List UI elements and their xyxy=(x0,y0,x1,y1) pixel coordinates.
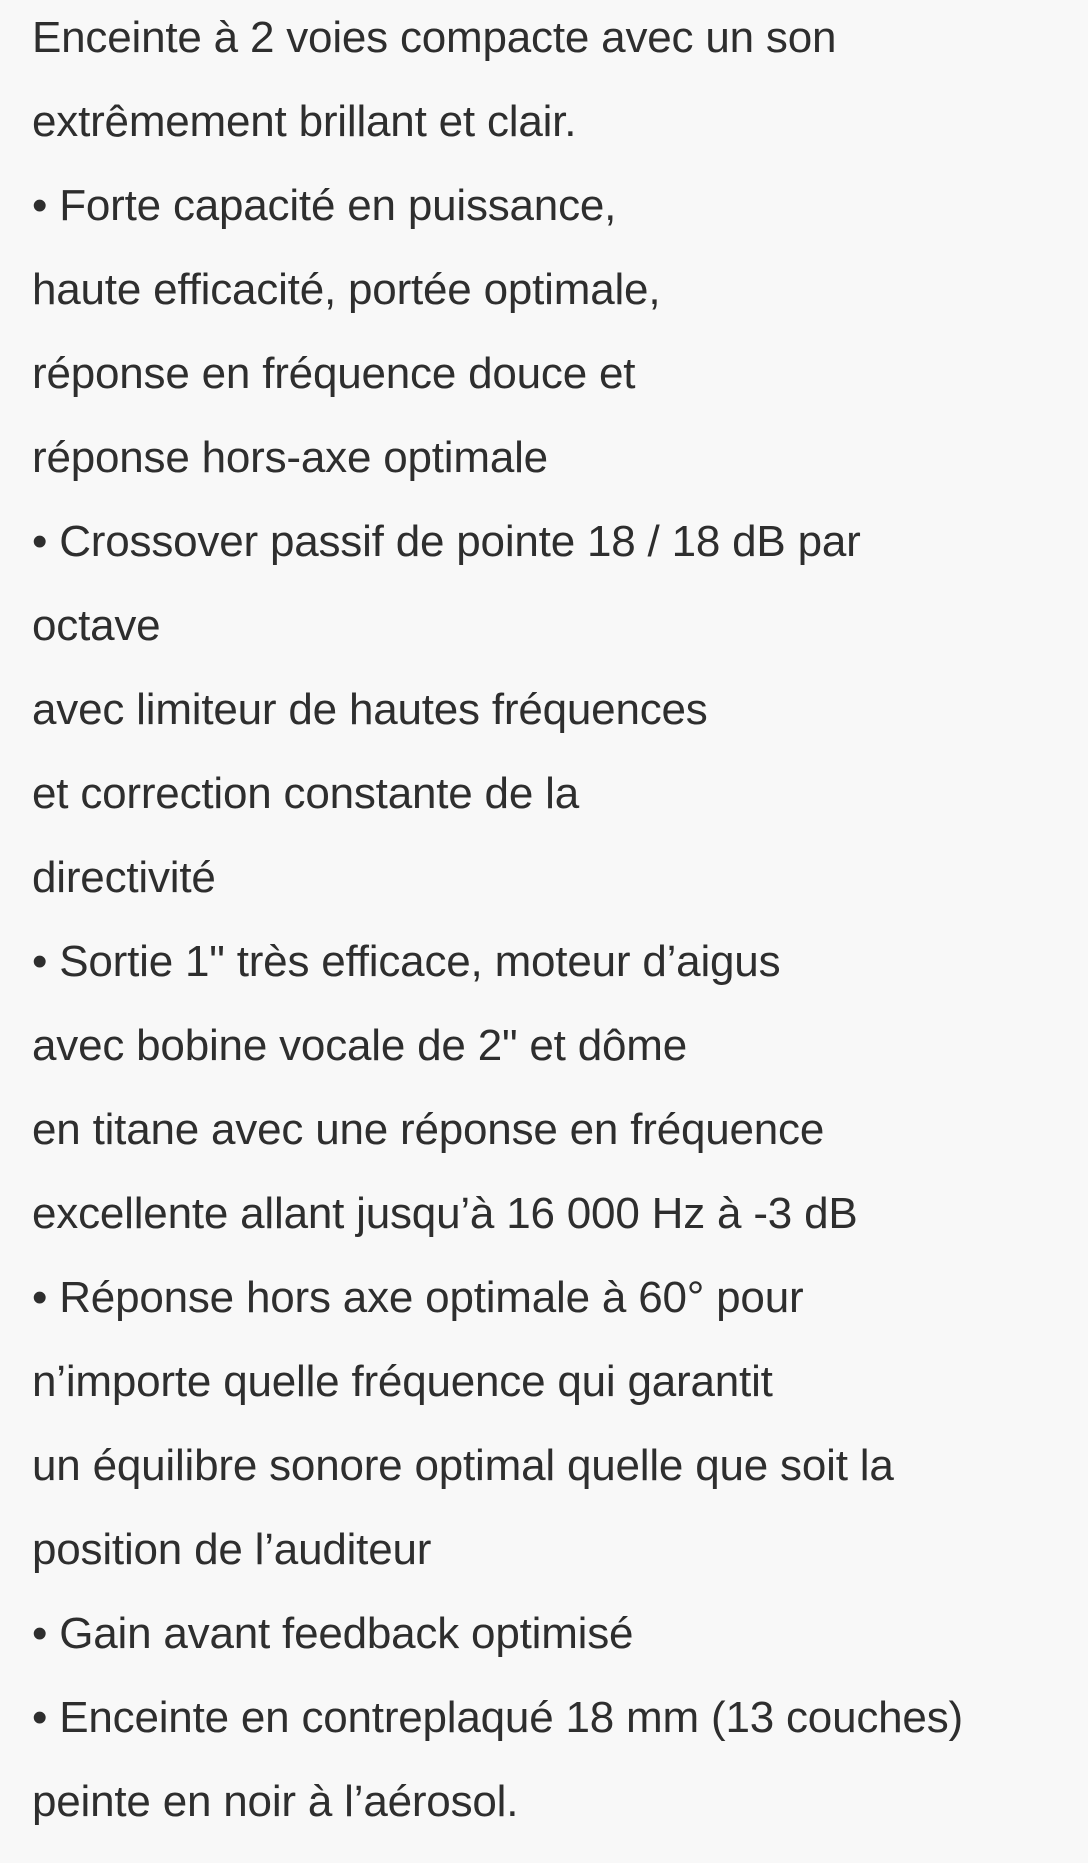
description-line: Enceinte à 2 voies compacte avec un son xyxy=(32,13,837,62)
description-line: un équilibre sonore optimal quelle que soit la xyxy=(32,1441,894,1490)
description-line: peinte en noir à l’aérosol. xyxy=(32,1777,519,1826)
description-line: directivité xyxy=(32,853,216,902)
description-line: • Enceinte en contreplaqué 18 mm (13 couches) xyxy=(32,1693,963,1742)
description-line: • Réponse hors axe optimale à 60° pour xyxy=(32,1273,804,1322)
description-line: réponse hors-axe optimale xyxy=(32,433,548,482)
description-line: et correction constante de la xyxy=(32,769,579,818)
description-line: excellente allant jusqu’à 16 000 Hz à -3 dB xyxy=(32,1189,858,1238)
description-line: • Sortie 1" très efficace, moteur d’aigus xyxy=(32,937,781,986)
description-line: position de l’auditeur xyxy=(32,1525,432,1574)
description-line: avec limiteur de hautes fréquences xyxy=(32,685,708,734)
description-line: octave xyxy=(32,601,161,650)
description-line: en titane avec une réponse en fréquence xyxy=(32,1105,825,1154)
description-line: • Forte capacité en puissance, xyxy=(32,181,617,230)
description-line: • Crossover passif de pointe 18 / 18 dB par xyxy=(32,517,861,566)
description-line: réponse en fréquence douce et xyxy=(32,349,636,398)
description-line: avec bobine vocale de 2" et dôme xyxy=(32,1021,687,1070)
description-line: extrêmement brillant et clair. xyxy=(32,97,577,146)
description-line: • Gain avant feedback optimisé xyxy=(32,1609,634,1658)
description-line: n’importe quelle fréquence qui garantit xyxy=(32,1357,773,1406)
description-line: haute efficacité, portée optimale, xyxy=(32,265,661,314)
